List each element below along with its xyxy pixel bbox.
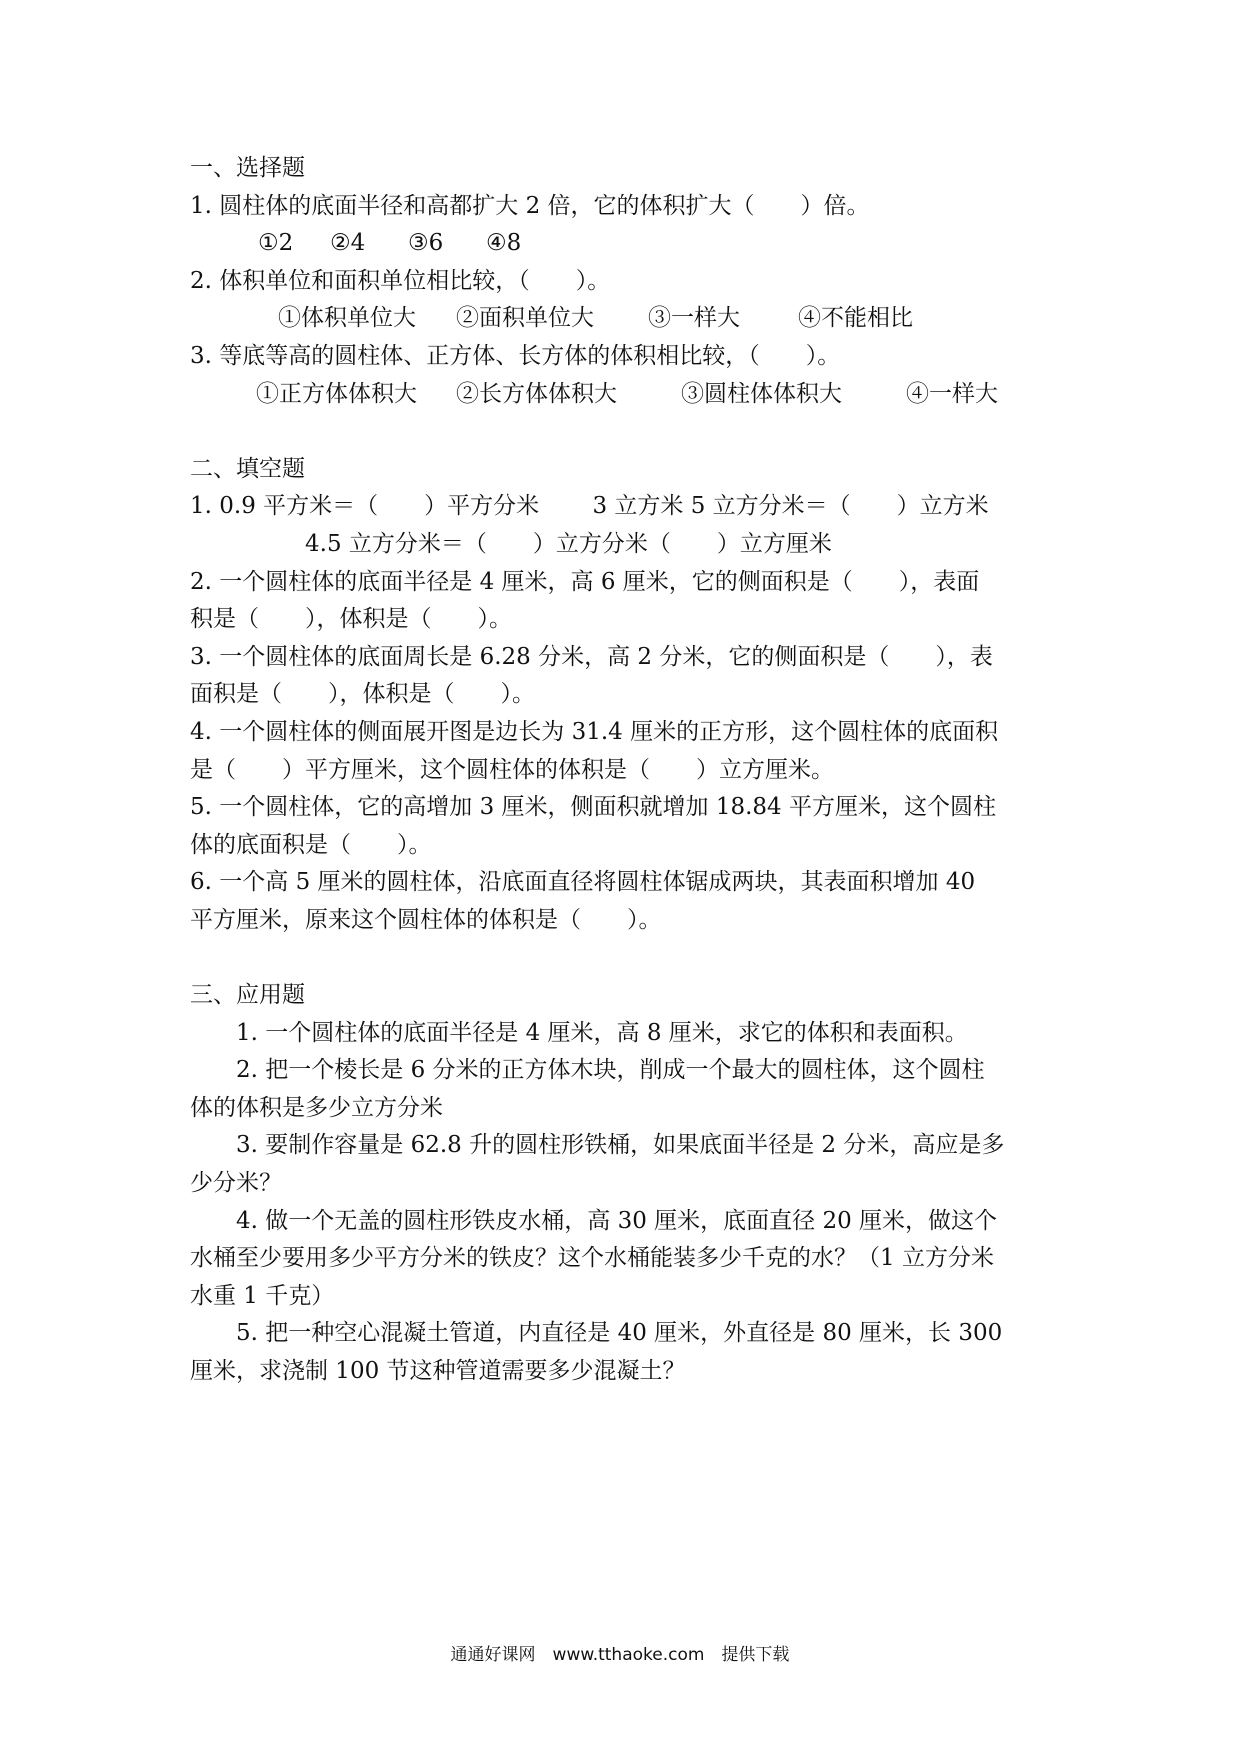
word-problem-4-line-3: 水重 1 千克） — [190, 1282, 335, 1309]
section-title-fill-in-blank: 二、填空题 — [190, 455, 305, 482]
word-problem-3-line-1: 3. 要制作容量是 62.8 升的圆柱形铁桶，如果底面半径是 2 分米，高应是多 — [236, 1132, 1005, 1159]
fill-question-4-line-1: 4. 一个圆柱体的侧面展开图是边长为 31.4 厘米的正方形，这个圆柱体的底面积 — [190, 718, 999, 745]
option: ③一样大 — [648, 305, 740, 332]
option: ①体积单位大 — [278, 305, 416, 332]
word-problem-4-line-2: 水桶至少要用多少平方分米的铁皮？这个水桶能装多少千克的水？（1 立方分米 — [190, 1245, 994, 1272]
section-title-word-problems: 三、应用题 — [190, 982, 305, 1009]
fill-question-5-line-2: 体的底面积是（ ）。 — [190, 831, 432, 858]
section-title-multiple-choice: 一、选择题 — [190, 155, 305, 181]
option: ②面积单位大 — [456, 305, 594, 332]
option: ④不能相比 — [798, 305, 913, 332]
fill-question-5-line-1: 5. 一个圆柱体，它的高增加 3 厘米，侧面积就增加 18.84 平方厘米，这个圆柱 — [190, 794, 996, 821]
word-problem-4-line-1: 4. 做一个无盖的圆柱形铁皮水桶，高 30 厘米，底面直径 20 厘米，做这个 — [236, 1207, 998, 1234]
fill-question-6-line-2: 平方厘米，原来这个圆柱体的体积是（ ）。 — [190, 906, 662, 933]
word-problem-5-line-1: 5. 把一种空心混凝土管道，内直径是 40 厘米，外直径是 80 厘米，长 300 — [236, 1320, 1003, 1347]
worksheet — [190, 150, 1070, 1391]
choice-question-3-options — [190, 376, 1070, 414]
fill-question-6-line-1: 6. 一个高 5 厘米的圆柱体，沿底面直径将圆柱体锯成两块，其表面积增加 40 — [190, 869, 976, 896]
fill-question-3-line-2: 面积是（ ），体积是（ ）。 — [190, 681, 535, 708]
choice-question-1-options — [190, 225, 1070, 263]
option: ③6 — [408, 230, 444, 257]
word-problem-1-line-1: 1. 一个圆柱体的底面半径是 4 厘米，高 8 厘米，求它的体积和表面积。 — [236, 1019, 968, 1046]
word-problem-2-line-2: 体的体积是多少立方分米 — [190, 1094, 443, 1121]
fill-question-2-line-1: 2. 一个圆柱体的底面半径是 4 厘米，高 6 厘米，它的侧面积是（ ），表面 — [190, 568, 980, 595]
option: ①2 — [258, 230, 294, 257]
choice-question-2: 2. 体积单位和面积单位相比较，（ ）。 — [190, 267, 611, 294]
option: ②4 — [330, 230, 366, 257]
fill-question-4-line-2: 是（ ）平方厘米，这个圆柱体的体积是（ ）立方厘米。 — [190, 756, 834, 783]
option: ②长方体体积大 — [456, 380, 617, 407]
fill-question-2-line-2: 积是（ ），体积是（ ）。 — [190, 606, 512, 633]
choice-question-3: 3. 等底等高的圆柱体、正方体、长方体的体积相比较，（ ）。 — [190, 342, 841, 369]
option: ①正方体体积大 — [256, 380, 417, 407]
option: ④一样大 — [906, 380, 998, 407]
choice-question-2-options — [190, 300, 1070, 338]
word-problem-2-line-1: 2. 把一个棱长是 6 分米的正方体木块，削成一个最大的圆柱体，这个圆柱 — [236, 1057, 985, 1084]
fill-question-1-line-2: 4.5 立方分米＝（ ）立方分米（ ）立方厘米 — [305, 530, 832, 557]
choice-question-1: 1. 圆柱体的底面半径和高都扩大 2 倍，它的体积扩大（ ）倍。 — [190, 192, 870, 219]
word-problem-3-line-2: 少分米？ — [190, 1170, 282, 1197]
fill-question-3-line-1: 3. 一个圆柱体的底面周长是 6.28 分米，高 2 分米，它的侧面积是（ ），表 — [190, 643, 993, 670]
word-problem-5-line-2: 厘米，求浇制 100 节这种管道需要多少混凝土？ — [190, 1358, 686, 1384]
fill-question-1-line-1: 1. 0.9 平方米＝（ ）平方分米 3 立方米 5 立方分米＝（ ）立方米 — [190, 493, 989, 520]
footer-download-note: 通通好课网 www.tthaoke.com 提供下载 — [450, 1645, 790, 1665]
option: ④8 — [486, 230, 522, 257]
option: ③圆柱体体积大 — [681, 380, 842, 407]
